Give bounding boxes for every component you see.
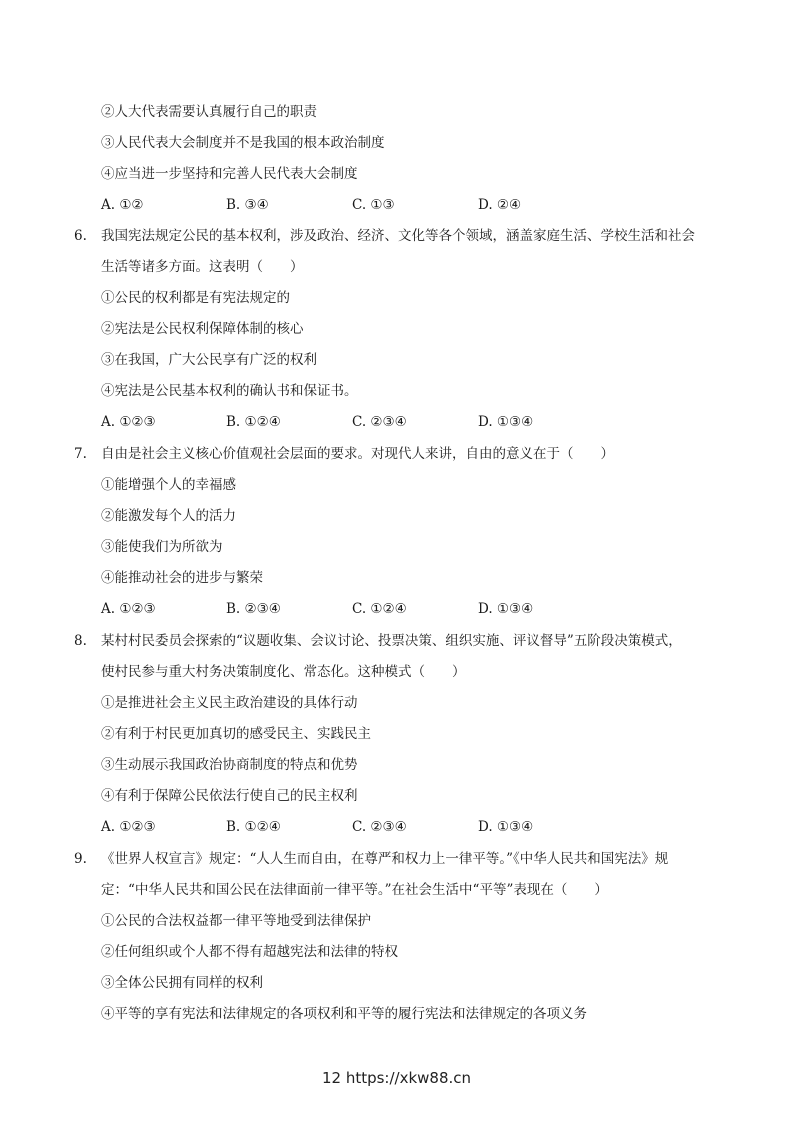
q8-option-d: D. ①③④	[478, 819, 534, 835]
q9-statement-4: ④平等的享有宪法和法律规定的各项权利和平等的履行宪法和法律规定的各项义务	[101, 1006, 587, 1022]
q5-statement-2: ②人大代表需要认真履行自己的职责	[101, 104, 317, 120]
q6-statement-2: ②宪法是公民权利保障体制的核心	[101, 321, 304, 337]
q8-statement-2: ②有利于村民更加真切的感受民主、实践民主	[101, 726, 371, 742]
q9-stem-line-2: 定：“中华人民共和国公民在法律面前一律平等。”在社会生活中“平等”表现在（ ）	[101, 882, 608, 898]
q6-stem-line-2: 生活等诸多方面。这表明（ ）	[101, 259, 304, 275]
q8-statement-1: ①是推进社会主义民主政治建设的具体行动	[101, 695, 358, 711]
q8-stem-line-1: 某村村民委员会探索的“议题收集、会议讨论、投票决策、组织实施、评议督导”五阶段决策模式，	[101, 633, 682, 649]
q9-stem-line-1: 《世界人权宣言》规定：“人人生而自由，在尊严和权力上一律平等。”《中华人民共和国宪法》规	[101, 851, 669, 867]
q5-option-c: C. ①③	[352, 197, 395, 213]
q5-statement-3: ③人民代表大会制度并不是我国的根本政治制度	[101, 135, 385, 151]
q8-number: 8.	[74, 633, 87, 649]
q9-number: 9.	[74, 851, 87, 867]
q6-option-a: A. ①②③	[101, 414, 156, 430]
q6-stem-line-1: 我国宪法规定公民的基本权利，涉及政治、经济、文化等各个领域，涵盖家庭生活、学校生活和社会	[101, 228, 695, 244]
q6-option-c: C. ②③④	[352, 414, 407, 430]
q8-option-a: A. ①②③	[101, 819, 156, 835]
q7-statement-3: ③能使我们为所欲为	[101, 539, 223, 555]
q7-statement-1: ①能增强个人的幸福感	[101, 477, 236, 493]
q8-option-b: B. ①②④	[226, 819, 281, 835]
q7-option-d: D. ①③④	[478, 601, 534, 617]
q5-option-d: D. ②④	[478, 197, 522, 213]
q7-statement-2: ②能激发每个人的活力	[101, 508, 236, 524]
q5-option-b: B. ③④	[226, 197, 269, 213]
q8-statement-3: ③生动展示我国政治协商制度的特点和优势	[101, 757, 358, 773]
q5-statement-4: ④应当进一步坚持和完善人民代表大会制度	[101, 166, 358, 182]
q6-statement-4: ④宪法是公民基本权利的确认书和保证书。	[101, 383, 358, 399]
q6-option-b: B. ①②④	[226, 414, 281, 430]
q7-option-b: B. ②③④	[226, 601, 281, 617]
q6-number: 6.	[74, 228, 87, 244]
q7-number: 7.	[74, 446, 87, 462]
q7-statement-4: ④能推动社会的进步与繁荣	[101, 570, 263, 586]
page-footer: 12 https://xkw88.cn	[321, 1069, 472, 1087]
q5-option-a: A. ①②	[101, 197, 144, 213]
q7-stem-line-1: 自由是社会主义核心价值观社会层面的要求。对现代人来讲，自由的意义在于（ ）	[101, 446, 614, 462]
q6-statement-3: ③在我国，广大公民享有广泛的权利	[101, 352, 317, 368]
q6-statement-1: ①公民的权利都是有宪法规定的	[101, 290, 290, 306]
q8-statement-4: ④有利于保障公民依法行使自己的民主权利	[101, 788, 358, 804]
q6-option-d: D. ①③④	[478, 414, 534, 430]
q7-option-a: A. ①②③	[101, 601, 156, 617]
q9-statement-1: ①公民的合法权益都一律平等地受到法律保护	[101, 913, 371, 929]
q8-option-c: C. ②③④	[352, 819, 407, 835]
q7-option-c: C. ①②④	[352, 601, 407, 617]
q9-statement-3: ③全体公民拥有同样的权利	[101, 975, 263, 991]
q8-stem-line-2: 使村民参与重大村务决策制度化、常态化。这种模式（ ）	[101, 664, 466, 680]
q9-statement-2: ②任何组织或个人都不得有超越宪法和法律的特权	[101, 944, 398, 960]
